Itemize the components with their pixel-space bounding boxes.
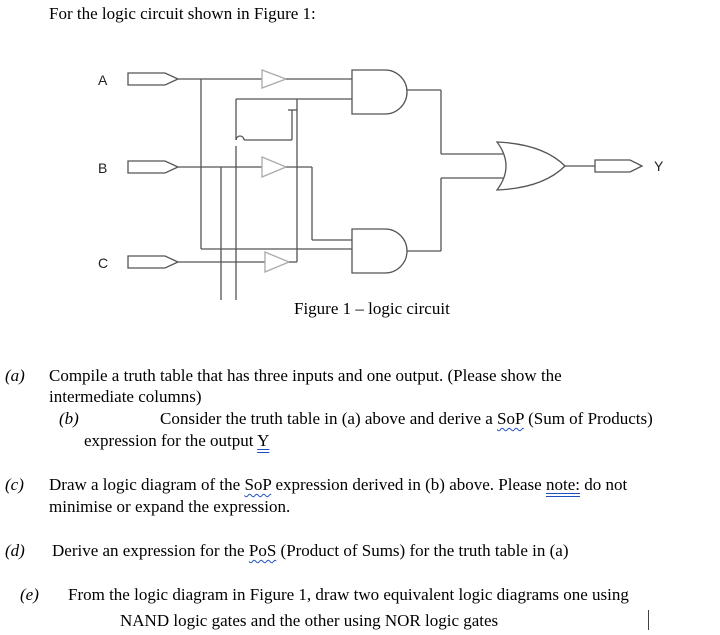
question-d-pre: Derive an expression for the [52, 541, 249, 560]
question-b-line2-pre: expression for the output [84, 431, 258, 450]
question-b-pre: Consider the truth table in (a) above and derive a [160, 409, 498, 428]
question-c-line2: minimise or expand the expression. [49, 497, 291, 516]
question-b-line1 [160, 409, 653, 429]
buffer-b [262, 157, 286, 177]
question-e-label: (e) [20, 585, 39, 604]
input-label-b: B [98, 160, 108, 176]
question-c-mid: expression derived in (b) above. Please [271, 475, 546, 494]
question-a-line2: intermediate columns) [49, 387, 202, 406]
question-a-line1: Compile a truth table that has three inputs and one output. (Please show the [49, 366, 562, 385]
intro-text: For the logic circuit shown in Figure 1: [49, 4, 316, 23]
question-b-label: (b) [59, 409, 79, 428]
pos-term: PoS [248, 541, 277, 560]
input-pin-a [128, 73, 178, 85]
text-cursor [648, 610, 649, 630]
logic-circuit-figure [0, 0, 720, 300]
input-label-a: A [98, 72, 108, 88]
question-c-pre: Draw a logic diagram of the [49, 475, 245, 494]
figure-caption: Figure 1 – logic circuit [294, 299, 450, 318]
and-gate-2 [352, 229, 407, 273]
question-d-line1 [52, 541, 569, 561]
input-pin-b [128, 161, 178, 173]
question-e-line1: From the logic diagram in Figure 1, draw two equivalent logic diagrams one using [68, 585, 629, 604]
output-label-y: Y [654, 158, 664, 174]
question-d-post: (Product of Sums) for the truth table in (a) [276, 541, 569, 560]
question-e-line2: NAND logic gates and the other using NOR logic gates [120, 611, 499, 630]
and-gate-1 [352, 70, 407, 114]
question-b-post: (Sum of Products) [523, 409, 653, 428]
question-a-label: (a) [5, 366, 25, 385]
sop-term-b: SoP [497, 409, 524, 428]
question-c-post: do not [579, 475, 628, 494]
output-y-term: Y [257, 431, 270, 450]
note-term: note: [545, 475, 580, 494]
or-gate [497, 142, 565, 190]
input-label-c: C [98, 255, 109, 271]
input-pin-c [128, 256, 178, 268]
question-d-label: (d) [5, 541, 25, 560]
question-c-line1 [49, 475, 627, 495]
buffer-c [265, 252, 289, 272]
sop-term-c: SoP [244, 475, 272, 494]
buffer-a [262, 70, 286, 88]
question-b-line2 [84, 431, 269, 451]
question-c-label: (c) [5, 475, 24, 494]
output-pin-y [595, 160, 642, 172]
